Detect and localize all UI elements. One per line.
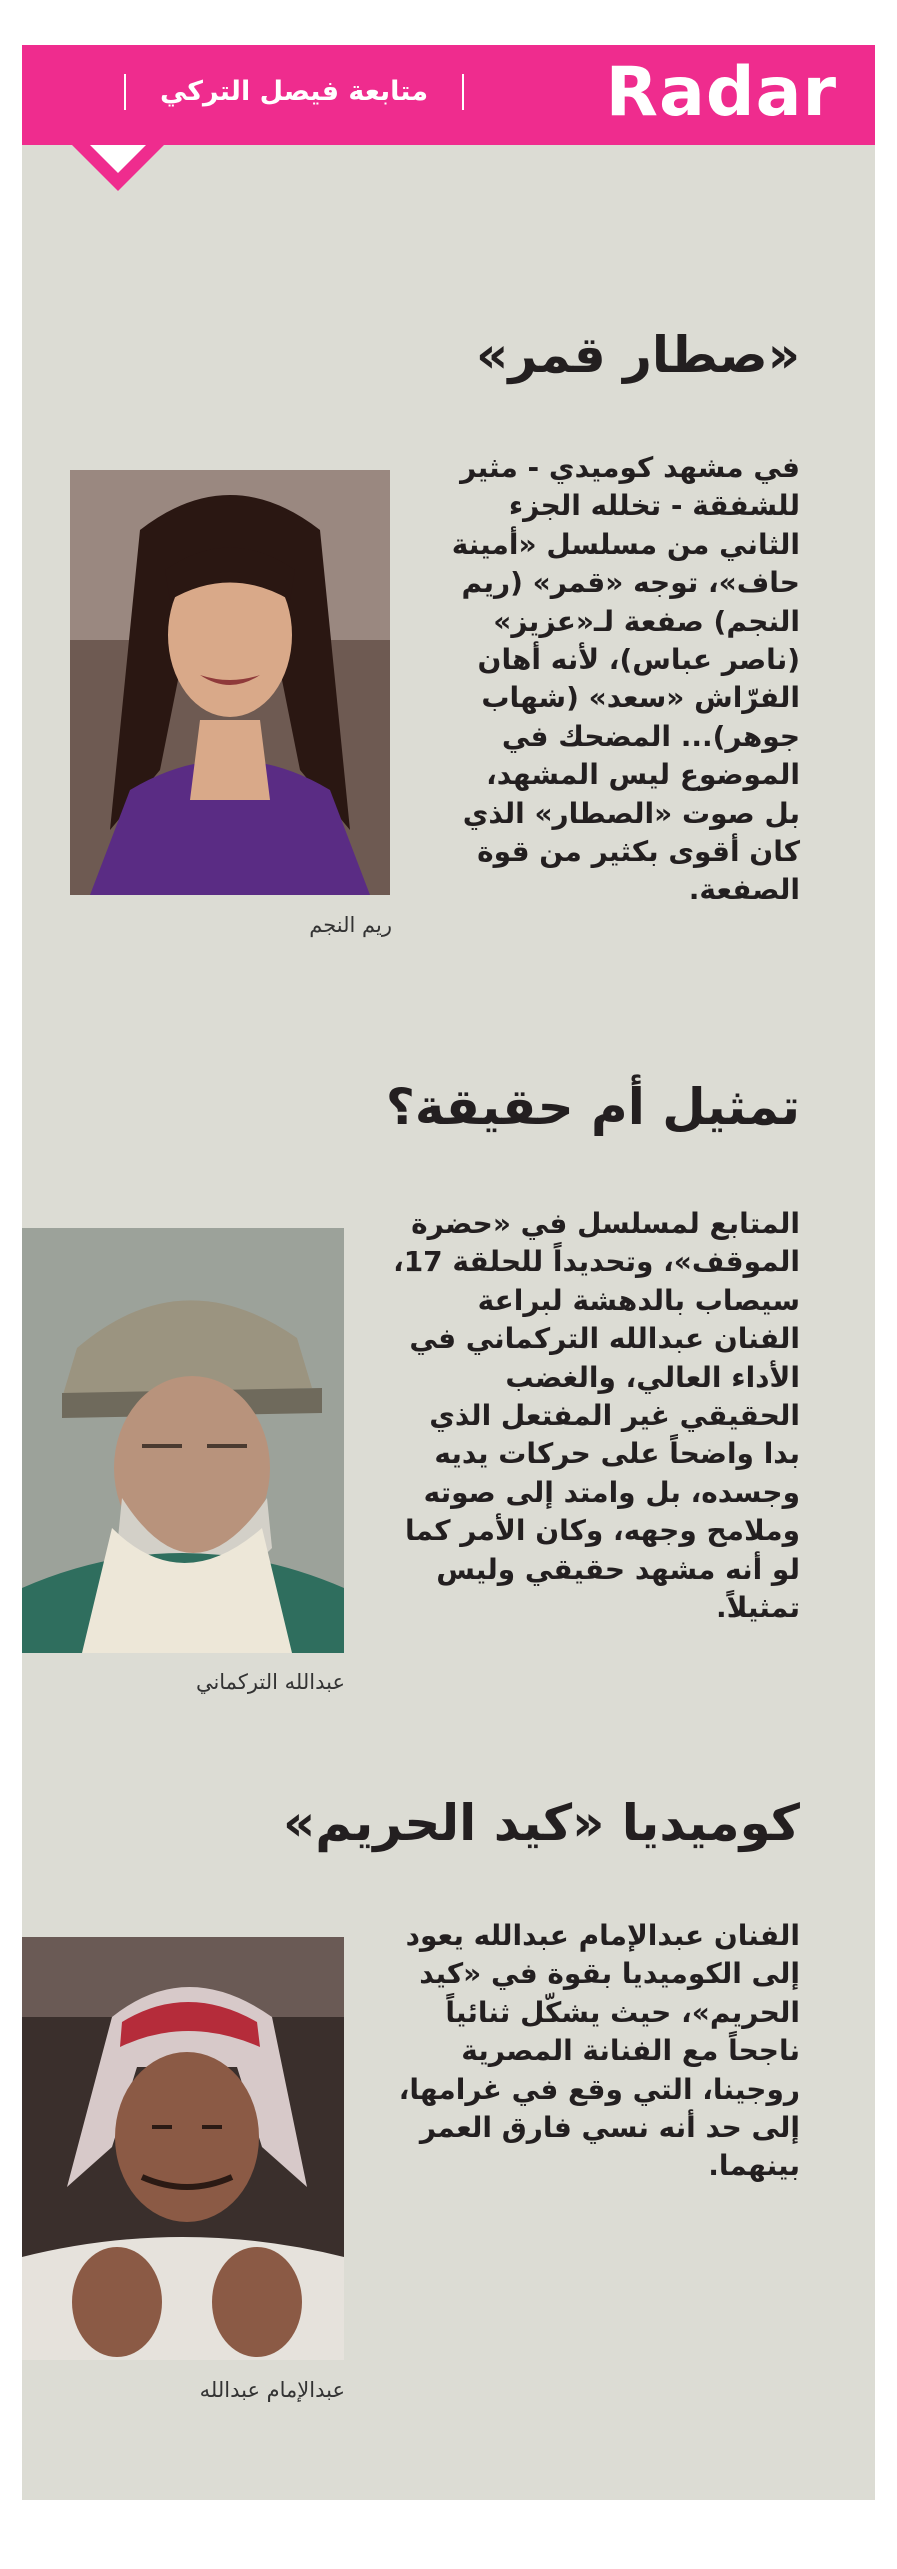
article-1-photo bbox=[70, 470, 390, 895]
article-3-body: الفنان عبدالإمام عبدالله يعود إلى الكوميديا بقوة في «كيد الحريم»، حيث يشكّل ثنائياً ناجحاً مع الفنانة المصرية روجينا، التي وقع في غرامها، إلى حد أنه نسي فارق العمر بينهما. bbox=[398, 1919, 800, 2183]
article-2-title: تمثيل أم حقيقة؟ bbox=[385, 1078, 800, 1136]
article-1-body: في مشهد كوميدي - مثير للشفقة - تخلله الجزء الثاني من مسلسل «أمينة حاف»، توجه «قمر» (ريم النجم) صفعة لـ«عزيز» (ناصر عباس)، لأنه أهان الفرّاش «سعد» (شهاب جوهر)... المضحك في الموضوع ليس المشهد، بل صوت «الصطار» الذي كان أقوى بكثير من قوة الصفعة. bbox=[451, 451, 800, 907]
article-3-photo bbox=[22, 1937, 344, 2360]
article-2-caption: عبدالله التركماني bbox=[195, 1670, 345, 1694]
article-1-caption: ريم النجم bbox=[309, 913, 392, 937]
header-notch-inner bbox=[90, 145, 146, 173]
section-brand: Radar bbox=[605, 53, 837, 132]
article-1-title: «صطار قمر» bbox=[476, 326, 800, 384]
article-3-caption: عبدالإمام عبدالله bbox=[199, 2378, 345, 2402]
article-2-photo bbox=[22, 1228, 344, 1653]
article-2-body: المتابع لمسلسل في «حضرة الموقف»، وتحديداً للحلقة 17، سيصاب بالدهشة لبراعة الفنان عبدالله التركماني في الأداء العالي، والغضب الحقيقي غير المفتعل الذي بدا واضحاً على حركات يديه وجسده، بل وامتد إلى صوته وملامح وجهه، وكان الأمر كما لو أنه مشهد حقيقي وليس تمثيلاً. bbox=[393, 1207, 800, 1625]
article-3-title: كوميديا «كيد الحريم» bbox=[282, 1794, 800, 1852]
byline: متابعة فيصل التركي bbox=[159, 76, 429, 107]
byline-divider-right bbox=[462, 74, 464, 110]
